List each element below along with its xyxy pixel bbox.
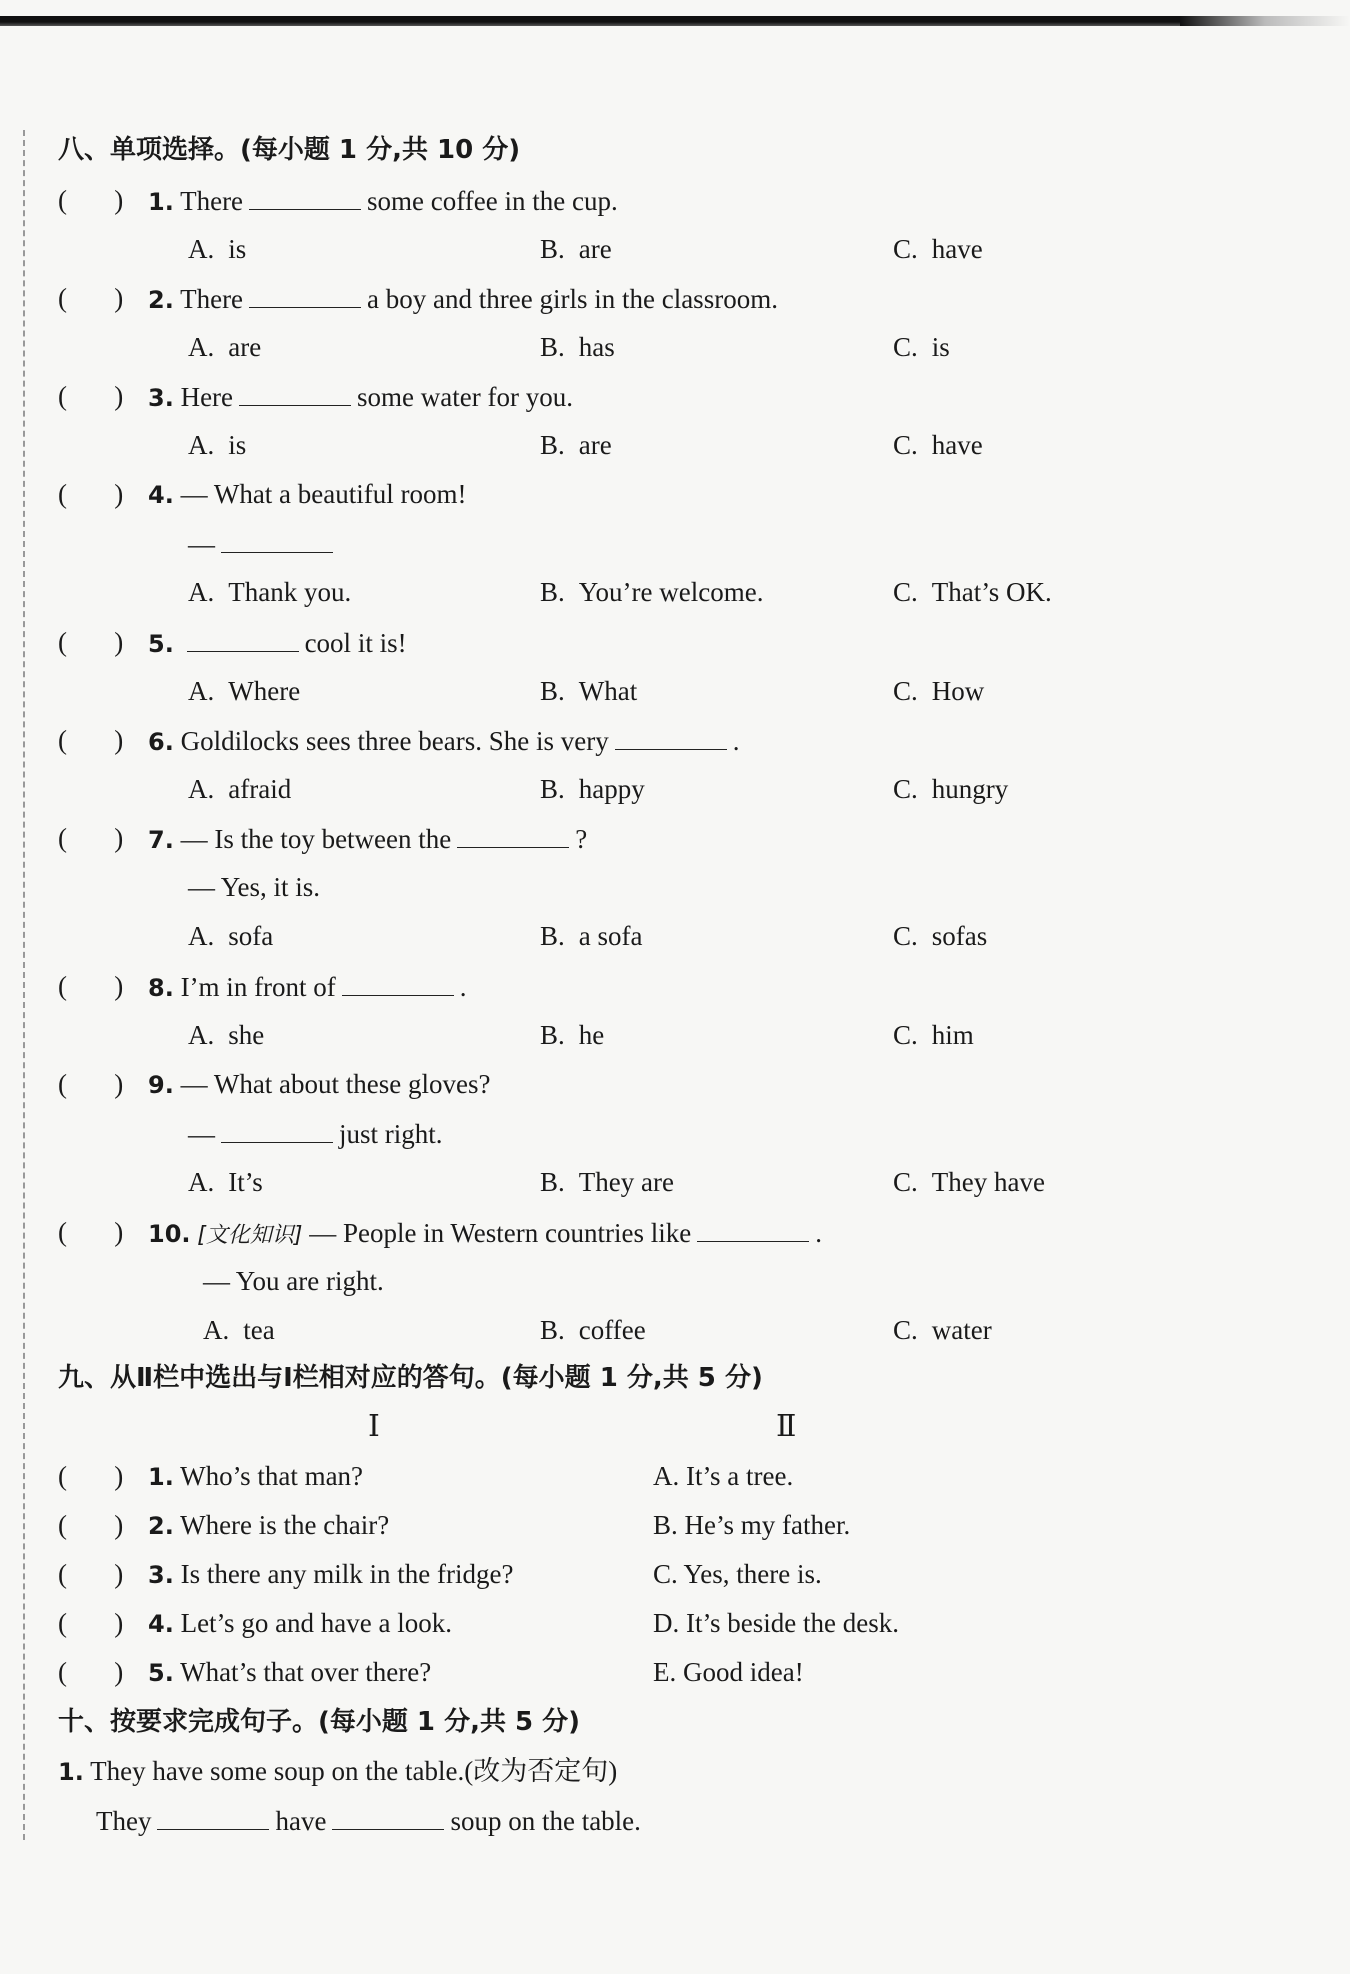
binding-margin-line [23,130,27,1840]
match-bracket-4[interactable]: ( ) [58,1608,124,1638]
question-2: 2. There a boy and three girls in the classroom. [148,281,778,317]
match-question-2: 2. Where is the chair? [148,1510,390,1540]
match-answer-c: C. Yes, there is. [653,1559,822,1589]
option-3b[interactable]: B. are [540,430,612,460]
fill-blank[interactable] [221,1116,333,1143]
option-4a[interactable]: A. Thank you. [188,577,352,607]
option-3a[interactable]: A. is [188,430,247,460]
match-answer-e: E. Good idea! [653,1657,804,1687]
option-6a[interactable]: A. afraid [188,774,292,804]
option-9b[interactable]: B. They are [540,1167,674,1197]
question-9-reply: — just right. [188,1116,443,1151]
option-7c[interactable]: C. sofas [893,921,988,951]
match-answer-d: D. It’s beside the desk. [653,1608,899,1638]
rewrite-question-1: 1. They have some soup on the table.(改为否定句) [58,1756,618,1786]
column-1-header: Ⅰ [368,1410,380,1443]
answer-bracket-q7[interactable]: ( ) [58,823,124,853]
answer-bracket-q6[interactable]: ( ) [58,725,124,755]
scan-top-edge [0,16,1350,26]
culture-tag: [文化知识] [197,1223,303,1248]
answer-bracket-q4[interactable]: ( ) [58,479,124,509]
option-4b[interactable]: B. You’re welcome. [540,577,764,607]
section-8-heading: 八、单项选择。(每小题 1 分,共 10 分) [58,135,521,165]
option-4c[interactable]: C. That’s OK. [893,577,1052,607]
option-5a[interactable]: A. Where [188,676,301,706]
option-1a[interactable]: A. is [188,234,247,264]
question-10: 10. [文化知识] — People in Western countries like . [148,1215,822,1253]
option-10a[interactable]: A. tea [203,1315,275,1345]
section-10-heading: 十、按要求完成句子。(每小题 1 分,共 5 分) [58,1707,581,1737]
match-question-4: 4. Let’s go and have a look. [148,1608,453,1638]
question-7: 7. — Is the toy between the ? [148,821,587,857]
question-6: 6. Goldilocks sees three bears. She is very . [148,723,739,759]
answer-bracket-q1[interactable]: ( ) [58,185,124,215]
option-9a[interactable]: A. It’s [188,1167,263,1197]
answer-bracket-q10[interactable]: ( ) [58,1217,124,1247]
question-7-reply: — Yes, it is. [188,872,321,902]
question-9: 9. — What about these gloves? [148,1069,491,1099]
question-4: 4. — What a beautiful room! [148,479,467,509]
match-question-5: 5. What’s that over there? [148,1657,432,1687]
question-1: 1. There some coffee in the cup. [148,183,618,219]
option-10c[interactable]: C. water [893,1315,992,1345]
option-10b[interactable]: B. coffee [540,1315,646,1345]
rewrite-answer-1: They have soup on the table. [96,1803,641,1838]
match-bracket-1[interactable]: ( ) [58,1461,124,1491]
match-answer-b: B. He’s my father. [653,1510,851,1540]
match-answer-a: A. It’s a tree. [653,1461,794,1491]
option-3c[interactable]: C. have [893,430,983,460]
fill-blank[interactable] [187,625,299,652]
answer-bracket-q3[interactable]: ( ) [58,381,124,411]
question-8: 8. I’m in front of . [148,969,467,1005]
option-5c[interactable]: C. How [893,676,985,706]
match-question-3: 3. Is there any milk in the fridge? [148,1559,514,1589]
fill-blank[interactable] [249,281,361,308]
answer-bracket-q9[interactable]: ( ) [58,1069,124,1099]
fill-blank[interactable] [457,821,569,848]
option-2a[interactable]: A. are [188,332,262,362]
option-6c[interactable]: C. hungry [893,774,1009,804]
question-5: 5. cool it is! [148,625,407,661]
answer-bracket-q5[interactable]: ( ) [58,627,124,657]
question-3: 3. Here some water for you. [148,379,573,415]
fill-blank[interactable] [697,1215,809,1242]
fill-blank[interactable] [157,1803,269,1830]
option-2b[interactable]: B. has [540,332,615,362]
scan-top-edge-fade [1180,16,1350,26]
option-5b[interactable]: B. What [540,676,638,706]
option-8c[interactable]: C. him [893,1020,974,1050]
fill-blank[interactable] [239,379,351,406]
fill-blank[interactable] [221,526,333,553]
answer-bracket-q8[interactable]: ( ) [58,971,124,1001]
match-bracket-2[interactable]: ( ) [58,1510,124,1540]
fill-blank[interactable] [342,969,454,996]
option-6b[interactable]: B. happy [540,774,645,804]
column-2-header: Ⅱ [776,1410,797,1443]
answer-bracket-q2[interactable]: ( ) [58,283,124,313]
option-1b[interactable]: B. are [540,234,612,264]
option-1c[interactable]: C. have [893,234,983,264]
option-8b[interactable]: B. he [540,1020,605,1050]
question-10-reply: — You are right. [203,1266,384,1296]
section-9-heading: 九、从Ⅱ栏中选出与Ⅰ栏相对应的答句。(每小题 1 分,共 5 分) [58,1363,763,1393]
fill-blank[interactable] [249,183,361,210]
match-bracket-3[interactable]: ( ) [58,1559,124,1589]
question-4-reply: — [188,526,339,561]
fill-blank[interactable] [615,723,727,750]
option-7a[interactable]: A. sofa [188,921,274,951]
option-8a[interactable]: A. she [188,1020,265,1050]
option-7b[interactable]: B. a sofa [540,921,643,951]
option-9c[interactable]: C. They have [893,1167,1045,1197]
fill-blank[interactable] [332,1803,444,1830]
option-2c[interactable]: C. is [893,332,950,362]
match-question-1: 1. Who’s that man? [148,1461,364,1491]
match-bracket-5[interactable]: ( ) [58,1657,124,1687]
